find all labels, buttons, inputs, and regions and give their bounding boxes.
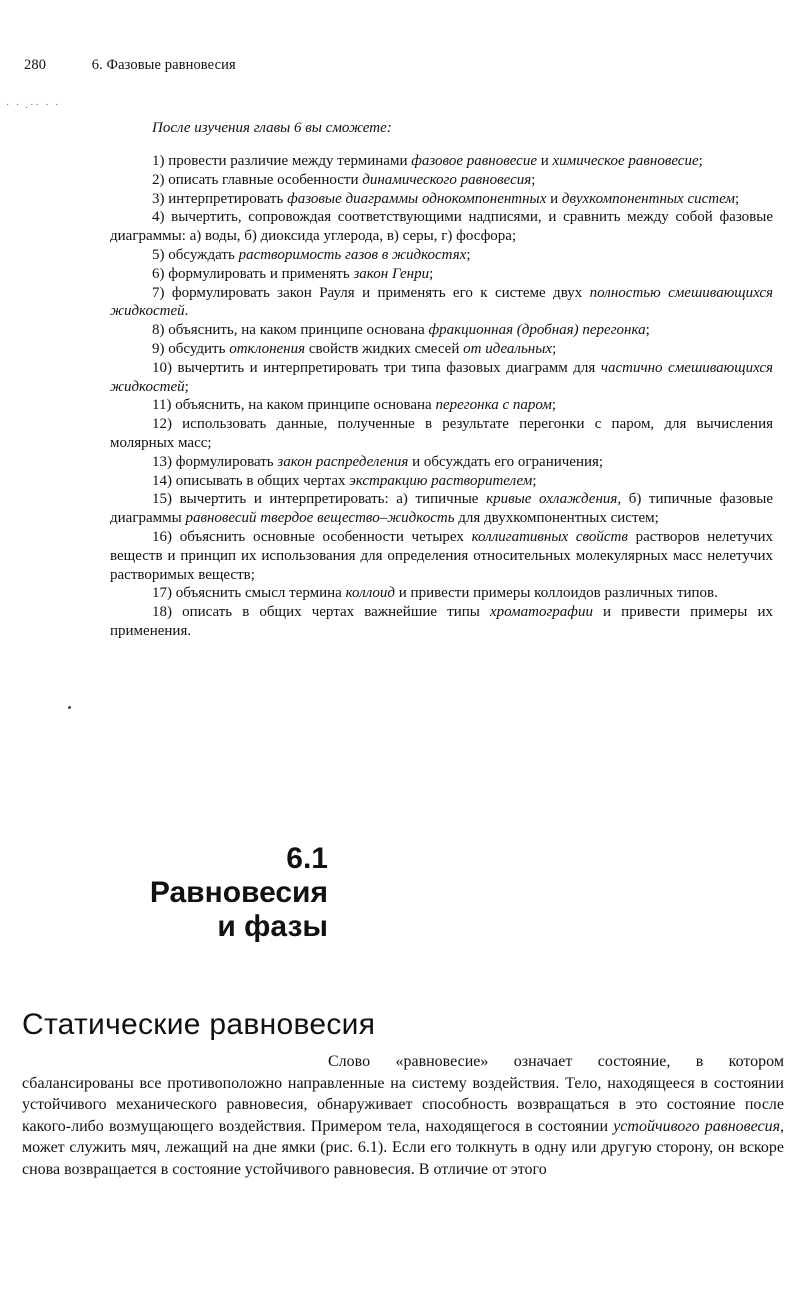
section-number: 6.1 [286, 842, 328, 875]
goal-item: 14) описывать в общих чертах экстракцию растворителем; [152, 472, 537, 489]
subsection-heading: Статические равновесия [22, 1008, 376, 1041]
chapter-goals-intro: После изучения главы 6 вы сможете: [152, 120, 392, 136]
goal-item: 12) использовать данные, полученные в результате перегонки с паром, для вычисления молярных масс; [110, 416, 773, 451]
goal-item: 11) объяснить, на каком принципе основана перегонка с паром; [152, 397, 557, 414]
goal-item: 5) обсуждать растворимость газов в жидкостях; [152, 246, 471, 263]
goal-item: 17) объяснить смысл термина коллоид и привести примеры коллоидов различных типов. [152, 585, 718, 602]
goal-item: 8) объяснить, на каком принципе основана фракционная (дробная) перегонка; [152, 322, 650, 339]
goal-item: 18) описать в общих чертах важнейшие типы хроматографии и привести примеры их применения. [110, 604, 773, 639]
running-title: 6. Фазовые равновесия [91, 57, 236, 73]
goal-item: 16) объяснить основные особенности четырех коллигативных свойств растворов нелетучих веществ и принцип их использования для определения относительных молекулярных масс нелетучих растворимых веществ; [110, 528, 773, 583]
goal-item: 3) интерпретировать фазовые диаграммы однокомпонентных и двухкомпонентных систем; [152, 190, 740, 207]
goal-item: 1) провести различие между терминами фазовое равновесие и химическое равновесие; [152, 153, 703, 169]
page-number: 280 [24, 57, 47, 73]
goal-item: 15) вычертить и интерпретировать: а) типичные кривые охлаждения, б) типичные фазовые диаграммы равновесий твердое вещество–жидкость для двухкомпонентных систем; [110, 491, 773, 527]
scan-speck [68, 706, 71, 709]
goal-item: 4) вычертить, сопровождая соответствующими надписями, и сравнить между собой фазовые диаграммы: а) воды, б) диоксида углерода, в) серы, г) фосфора; [110, 209, 773, 245]
goal-item: 9) обсудить отклонения свойств жидких смесей от идеальных; [152, 340, 557, 357]
section-heading [100, 842, 328, 944]
scan-noise: · · .·· · · [6, 100, 61, 111]
section-title-line2: и фазы [217, 910, 328, 943]
goal-item: 7) формулировать закон Рауля и применять его к системе двух полностью смешивающихся жидкостей. [110, 284, 774, 320]
body-paragraph-text: Слово «равновесие» означает состояние, в котором сбалансированы все противоположно направленные на систему воздействия. Тело, находящееся в состоянии устойчивого механического равновесия, обнаруживает способность возвращаться в это состояние после какого-либо возмущающего воздействия. Примером тела, находящегося в состоянии устойчивого равновесия, может служить мяч, лежащий на дне ямки (рис. 6.1). Если его толкнуть в одну или другую сторону, он вскоре снова возвращается в состояние устойчивого равновесия. В отличие от этого [22, 1053, 785, 1178]
goal-item: 10) вычертить и интерпретировать три типа фазовых диаграмм для частично смешивающихся жидкостей; [110, 359, 773, 395]
goal-item: 6) формулировать и применять закон Генри; [152, 265, 434, 282]
section-title-line1: Равновесия [149, 876, 328, 909]
chapter-goals-list [110, 152, 773, 641]
body-paragraph [22, 1051, 784, 1181]
goal-item: 2) описать главные особенности динамического равновесия; [152, 171, 536, 188]
page-header [24, 57, 236, 74]
goal-item: 13) формулировать закон распределения и обсуждать его ограничения; [152, 453, 604, 470]
